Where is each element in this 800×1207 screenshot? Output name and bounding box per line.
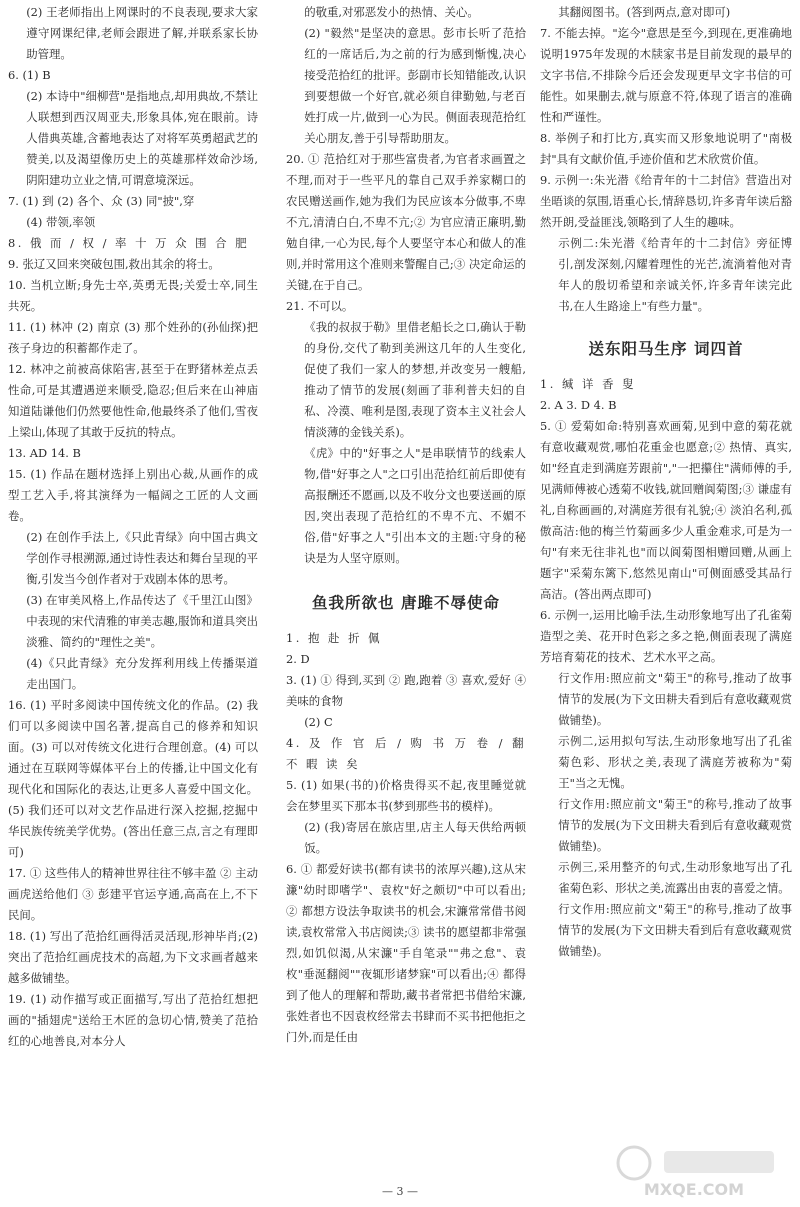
answer-item: 的敬重,对邪恶发小的热情、关心。 <box>304 5 479 19</box>
answer-item: 6. ① 都爱好读书(都有读书的浓厚兴趣),这从宋濂"幼时即嗜学"、袁枚"好之颇切"中可以看出;② 都想方设法争取读书的机会,宋濂常常借书阅读,袁枚常常入书店阅读;③ 读书的愿望都非常强烈,如饥似渴,从宋濂"手自笔录""弗之怠"、袁枚"垂涎翻阅""夜辄形诸梦寐"可以看出;④ 都得到了他人的理解和帮助,藏书者常把书借给宋濂,张姓者也不因袁枚经常去书肆而不买书把他拒之门外,而是任由 <box>286 862 526 1044</box>
answer-item: 5. (1) 如果(书的)价格贵得买不起,夜里睡觉就会在梦里买下那本书(梦到那些书的模样)。 <box>286 778 526 813</box>
answer-item: 13. AD 14. B <box>8 446 81 460</box>
answer-item: 2. D <box>286 652 310 666</box>
answer-item: 11. (1) 林冲 (2) 南京 (3) 那个姓孙的(孙仙探)把孩子身边的积蓄都作走了。 <box>8 320 258 355</box>
answer-item: 4. 及 作 官 后 / 购 书 万 卷 / 翻 不 暇 读 矣 <box>286 736 526 771</box>
column-right-top <box>540 2 792 317</box>
answer-item: (2) 本诗中"细柳营"是指地点,却用典故,不禁让人联想到西汉周亚夫,形象具体,宛在眼前。诗人借典英雄,含蓄地表达了对将军英勇超武艺的赞美,以及渴望像历史上的英雄那样效命沙场,阴阳建功立业之情,可谓意境深远。 <box>26 89 258 187</box>
answer-item: (2) 在创作手法上,《只此青绿》向中国古典文学创作寻根溯源,通过诗性表达和舞台呈现的平衡,引发当今创作者对于戏剧本体的思考。 <box>26 530 258 586</box>
answer-item: 示例二:朱光潜《给青年的十二封信》旁征博引,剖发深刻,闪耀着理性的光芒,流淌着他对青年人的殷切希望和亲诚关怀,许多青年读完此书,在人生路途上"有些力量"。 <box>558 236 792 313</box>
answer-item: 3. (1) ① 得到,买到 ② 跑,跑着 ③ 喜欢,爱好 ④ 美味的食物 <box>286 673 526 708</box>
section-heading-yuwosuoyuye: 鱼我所欲也 唐雎不辱使命 <box>312 594 500 612</box>
watermark-logo <box>594 1141 794 1201</box>
answer-item: 《虎》中的"好事之人"是串联情节的线索人物,借"好事之人"之口引出范拾红前后即使有高报酬还不愿画,以及不收分文也要送画的原因,突出表现了范拾红的不卑不亢、不媚不俗,借"好事之人"引出本文的主题:守身的秘诀是为人坚守原则。 <box>304 446 526 565</box>
column-right <box>540 2 792 962</box>
answer-item: 21. 不可以。 <box>286 299 354 313</box>
answer-item: 行文作用:照应前文"菊王"的称号,推动了故事情节的发展(为下文田耕夫看到后有意收藏观赏做铺垫)。 <box>558 902 792 958</box>
column-right-bottom <box>540 374 792 962</box>
answer-item: 1. 缄 详 香 叟 <box>540 377 636 391</box>
answer-item: 9. 张辽又回来突破包围,救出其余的将士。 <box>8 257 220 271</box>
page-number: — 3 — <box>382 1185 418 1198</box>
column-middle <box>286 2 526 1048</box>
column-middle-bottom <box>286 628 526 1048</box>
answer-item: (2) 王老师指出上网课时的不良表现,要求大家遵守网课纪律,老师会跟进了解,并联系家长协助管理。 <box>26 5 258 61</box>
section-heading-songdongyang: 送东阳马生序 词四首 <box>588 340 744 358</box>
answer-item: 20. ① 范拾红对于那些富贵者,为官者求画置之不理,而对于一些平凡的靠自己双手养家糊口的农民赠送画作,她为我们为民应该本分做事,不卑不亢,清清白白,不卑不亢;② 为官应清正廉明,勤勉自律,一心为民,每个人要坚守本心和做人的准则,并时常用这个准则来警醒自己;③ 决定命运的关键,在于自己。 <box>286 152 526 292</box>
answer-item: 6. (1) B <box>8 68 51 82</box>
answer-item: 16. (1) 平时多阅读中国传统文化的作品。(2) 我们可以多阅读中国名著,提高自己的修养和知识面。(3) 可以对传统文化进行合理创意。(4) 可以通过在互联网等媒体平台上的传播,让中国文化有现代化和国际化的表达,让更多人喜爱中国文化。(5) 我们还可以对文艺作品进行深入挖掘,挖掘中华民族传统美学优势。(答出任意三点,言之有理即可) <box>8 698 258 859</box>
answer-item: 10. 当机立断;身先士卒,英勇无畏;关爱士卒,同生共死。 <box>8 278 258 313</box>
watermark-text: MXQE.COM <box>643 1180 745 1199</box>
column-left <box>8 2 258 1052</box>
answer-item: (4) 带领,率领 <box>26 215 96 229</box>
answer-item: 示例二,运用拟句写法,生动形象地写出了孔雀菊色彩、形状之美,表现了满庭芳被称为"菊王"当之无愧。 <box>558 734 792 790</box>
answer-item: (3) 在审美风格上,作品传达了《千里江山图》中表现的宋代清雅的审美志趣,服饰和道具突出淡雅、简约的"理性之美"。 <box>26 593 258 649</box>
answer-item: 行文作用:照应前文"菊王"的称号,推动了故事情节的发展(为下文田耕夫看到后有意收藏观赏做铺垫)。 <box>558 671 792 727</box>
answer-item: 17. ① 这些伟人的精神世界往往不够丰盈 ② 主动画虎送给他们 ③ 彭建平官运亨通,高高在上,不下民间。 <box>8 866 258 922</box>
answer-item: 7. 不能去掉。"迄今"意思是至今,到现在,更准确地说明1975年发现的木牍家书是目前发现的最早的文字书信,不排除今后还会发现更早文字书信的可能性。如果删去,就与原意不符,体现了语言的准确性和严谨性。 <box>540 26 792 124</box>
answer-item: 9. 示例一:朱光潜《给青年的十二封信》营造出对坐晤谈的氛围,语重心长,情辞恳切,许多青年读后豁然开朗,受益匪浅,领略到了人生的趣味。 <box>540 173 792 229</box>
answer-item: 18. (1) 写出了范拾红画得活灵活现,形神毕肖;(2) 突出了范拾红画虎技术的高超,为下文求画者越来越多做铺垫。 <box>8 929 258 985</box>
column-middle-top <box>286 2 526 569</box>
answer-item: (2) (我)寄居在旅店里,店主人每天供给两顿饭。 <box>304 820 526 855</box>
answer-item: 6. 示例一,运用比喻手法,生动形象地写出了孔雀菊造型之美、花开时色彩之多之艳,侧面表现了满庭芳培育菊花的技术、艺术水平之高。 <box>540 608 792 664</box>
answer-item: 8. 俄 而 / 权 / 率 十 万 众 围 合 肥 <box>8 236 250 250</box>
answer-item: 12. 林冲之前被高俅陷害,甚至于在野猪林差点丢性命,可是其遭遇逆来顺受,隐忍;但后来在山神庙知道陆谦他们仍然要他性命,他最终杀了他们,雪夜上梁山,体现了其敢于反抗的特点。 <box>8 362 258 439</box>
answer-item: 2. A 3. D 4. B <box>540 398 617 412</box>
answer-item: 示例三,采用整齐的句式,生动形象地写出了孔雀菊色彩、形状之美,流露出由衷的喜爱之情。 <box>558 860 792 895</box>
answer-item: 行文作用:照应前文"菊王"的称号,推动了故事情节的发展(为下文田耕夫看到后有意收藏观赏做铺垫)。 <box>558 797 792 853</box>
answer-item: (2) C <box>304 715 333 729</box>
answer-item: 7. (1) 到 (2) 各个、众 (3) 同"披",穿 <box>8 194 195 208</box>
answer-item: 1. 抱 赴 折 佩 <box>286 631 382 645</box>
answer-item: 19. (1) 动作描写或正面描写,写出了范拾红想把画的"插翅虎"送给王木匠的急切心情,赞美了范拾红的心地善良,对本分人 <box>8 992 258 1048</box>
answer-item: (4)《只此青绿》充分发挥利用线上传播渠道走出国门。 <box>26 656 258 691</box>
answer-item: (2) "毅然"是坚决的意思。彭市长听了范拾红的一席话后,为之前的行为感到惭愧,决心接受范拾红的批评。彭副市长知错能改,认识到要想做一个好官,就必须自律勤勉,与老百姓打成一片,做到一心为民。侧面表现范拾红关心朋友,善于引导帮助朋友。 <box>304 26 526 145</box>
answer-item: 其翻阅图书。(答到两点,意对即可) <box>558 5 731 19</box>
answer-item: 15. (1) 作品在题材选择上别出心裁,从画作的成型工艺入手,将其演绎为一幅阔之工匠的人文画卷。 <box>8 467 258 523</box>
answer-item: 《我的叔叔于勒》里借老船长之口,确认于勒的身份,交代了勒到美洲这几年的人生变化,促使了我们一家人的梦想,并改变另一艘船,推动了情节的发展(刻画了菲利普夫妇的自私、冷漠、唯利是图,表现了资本主义社会人情淡薄的金钱关系)。 <box>304 320 526 439</box>
answer-item: 8. 举例子和打比方,真实而又形象地说明了"南极封"具有文献价值,手迹价值和艺术欣赏价值。 <box>540 131 792 166</box>
answer-item: 5. ① 爱菊如命:特别喜欢画菊,见到中意的菊花就有意收藏观赏,哪怕花重金也愿意;② 热情、真实,如"经直走到满庭芳跟前","一把攥住"满师傅的手,见满师傅被心透菊不收钱,就回赠阆菊图;③ 谦虚有礼,自称画画的,对满庭芳很有礼貌;④ 淡泊名利,孤傲高洁:他的梅兰竹菊画多少人重金难求,可是为一句"有来无往非礼也"而以阆菊图相赠回赠,从画上题字"采菊东篱下,悠然见南山"可侧面感受其品行高洁。(答出两点即可) <box>540 419 792 601</box>
